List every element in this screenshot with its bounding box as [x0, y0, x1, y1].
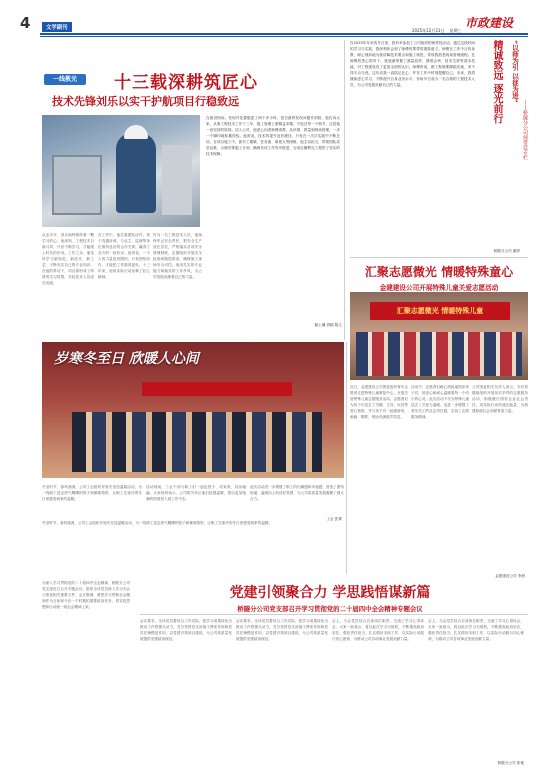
article4-banner-text: 岁寒冬至日 欣暖人心间: [54, 351, 199, 367]
article3-headline: 汇聚志愿微光 情暖特殊童心: [364, 265, 514, 279]
photo-red-banner: [142, 382, 292, 396]
article4-body-left: 冬至时节，寒风凛冽，公司工会组织开展冬至送温暖活动，为一线职工送去热气腾腾的饺子和御寒物资，让职工在寒冷的冬日里感受到家的温暖。: [42, 485, 142, 501]
article3-body-left: 近日，金建建设公司团委组织青年志愿者走进特殊儿童康复中心，开展关爱特殊儿童志愿服务活动。志愿者们为孩子们送去了书籍、文具、玩具等爱心物资，并与孩子们一起做游戏、画画、唱歌，现场充满欢声笑语。: [350, 385, 408, 419]
article1-body-right: 在建设现场，发现并处置隐患了两个多小时，是否最终发现问题并消除，他告诉大家，从事工程技术工作十三年，施工管理上要精益求精，不放过每一个细节，这是他一直坚持的原则。初入公司，他虚心向老师傅请教，从识图、算量到现场管理，一步一个脚印地积累经验。他常说，技术的提升没有捷径，只有在一次次实践中不断总结。在项目施工中，面对工期紧、任务重、难度大等困难，他主动担当，带领团队攻坚克难，合理安排施工计划，确保各项工作有序推进，为项目顺利完工提供了坚实的技术保障。: [206, 116, 340, 156]
article5-body-mid: 会议要求，全体党员要结合工作实际，把学习成果转化为推动工作的强大动力，充分发挥党支部战斗堡垒作用和党员先锋模范作用，以党建引领项目建设，为公司高质量发展提供坚强政治保证。: [140, 619, 232, 641]
article3-subhead: 金建建设公司开展特殊儿童关爱志愿活动: [379, 284, 499, 292]
photo-equipment: [52, 155, 102, 215]
article3-photo: [350, 292, 528, 380]
article1-headline: 十三载深耕筑匠心: [114, 73, 258, 93]
article3-body-right: 公司团委相关负责人表示，今后将继续组织开展形式多样的志愿服务活动，积极履行国有企业社会责任，用实际行动传递正能量，为构建和谐社会贡献青春力量。: [472, 385, 528, 413]
issue-weekday: 星期三: [449, 28, 462, 33]
article5-body-mid2: [236, 618, 328, 768]
article4-byline: 工会 张菁: [326, 517, 342, 521]
issue-date-text: 2025年12月31日: [412, 28, 445, 33]
article1-body-bottom-mid: 在工作中，他注重团队协作，善于沟通协调，与业主、监理等单位保持良好的合作关系，赢得了各方的一致好评。他常说，一个人的力量是有限的，只有团结协作，才能把工作做得更好。十三年来，他用实际行动诠释了匠心精神。: [98, 233, 150, 279]
header-rule: [40, 33, 528, 35]
volunteer-banner: 汇聚志愿微光 情暖特殊儿童: [370, 302, 510, 320]
header-rule-thin: [40, 36, 528, 37]
article4-extra-text: 冬至时节，寒风凛冽，公司工会组织开展冬至送温暖活动，为一线职工送去热气腾腾的饺子和御寒物资，让职工在寒冷的冬日里感受到家的温暖。: [42, 521, 272, 525]
article2-headline-main: 精诚致远 逐光前行: [491, 40, 502, 124]
photo-group-row: [356, 332, 522, 376]
article5-body-right2: [428, 618, 524, 758]
article1-byline: 蔺士谦 供稿 陈立: [314, 323, 342, 327]
photo-hardhat: [124, 125, 148, 139]
masthead-logo: 市政建设: [465, 16, 514, 30]
article5-body-right: 会上，与会党员结合自身岗位职责，交流了学习心得体会，大家一致表示，将以此次学习为契机，不断提高政治站位，强化责任担当，扎实做好本职工作，以实际行动践行初心使命，为推动公司各项事业发展贡献力量。: [332, 619, 424, 641]
article5-body-mid2-text: 会议要求，全体党员要结合工作实际，把学习成果转化为推动工作的强大动力，充分发挥党支部战斗堡垒作用和党员先锋模范作用，以党建引领项目建设，为公司高质量发展提供坚强政治保证。: [236, 619, 328, 641]
article5-byline: 桥隧分公司 张艳: [497, 761, 524, 765]
column-divider-2: [346, 342, 347, 574]
article5-headline: 党建引领聚合力 学思践悟谋新篇: [229, 585, 431, 601]
article1-body-bottom-right: 作为一名工程技术人员，他始终牢记安全责任，把安全生产放在首位，严格落实各项安全管理制度，定期组织开展安全检查和隐患排查，确保施工现场安全可控。他用扎实的专业能力和踏实的工作作风，为公司发展贡献着自己的力量。: [153, 233, 202, 279]
photo-worker-figure: [116, 133, 156, 213]
article2-headline: [480, 40, 502, 123]
page-number: 4: [20, 14, 31, 32]
kicker-badge: 一线教光: [44, 74, 86, 85]
article1-subheadline: 技术先锋刘乐以实干护航项目行稳致远: [52, 95, 239, 108]
article1-body-bottom-left: 从业多年，刘乐始终保持着一颗学习的心。他深知，工程技术日新月异，只有不断学习，才能跟上时代的步伐。工作之余，他坚持学习新规范、新技术、新工艺，不断充实自己的专业知识。在他的带动下，项目部形成了浓厚的学习氛围，年轻技术人员成长迅速。: [42, 233, 94, 285]
column-divider: [344, 40, 345, 340]
article4-body-extra: [42, 520, 344, 574]
article2-body: 在2025年年末的冬日里，我有幸参加了公司组织的师带徒活动。通过这段时间的学习与实践，我深刻体会到了师傅传帮带的重要意义。师傅在工作中言传身教，耐心细致地为我讲解技术要点和施工规范，带领我熟悉现场管理流程。在师傅的悉心指导下，我逐渐掌握了测量放样、图纸会审、技术交底等基本技能，对工程建设有了更加全面的认识。师傅常说，做工程就要脚踏实地，来不得半点马虎。这句话我一直铭记在心，并在工作中时刻提醒自己。未来，我将继续虚心学习，不断提升自身业务水平，争取早日成为一名合格的工程技术人员，为公司发展贡献自己的力量。: [350, 41, 475, 87]
article5-body-left: 为深入学习贯彻党的二十届四中全会精神，桥隧分公司党支部近日召开专题会议，组织全体党员深入学习全会公报及相关重要文件。会议强调，要把学习贯彻全会精神作为当前和今后一个时期的重要政治任务，切实把思想和行动统一到全会精神上来。: [42, 581, 130, 609]
article4-body-right: 此次活动进一步增强了职工的归属感和幸福感，营造了团结和谐、温暖向上的良好氛围，为公司高质量发展凝聚了强大合力。: [250, 485, 344, 501]
article2-byline: 桥隧分公司 谢婷: [493, 249, 520, 253]
article5-subhead: 桥隧分公司党支部召开学习贯彻党的二十届四中全会精神专题会议: [237, 605, 423, 613]
photo-panel: [162, 145, 192, 215]
article4-banner-photo: [42, 342, 344, 478]
article3-body-mid: 活动中，志愿者们耐心细致地陪伴孩子们，用爱心和耐心温暖着每一个幼小的心灵。此次活动不仅为特殊儿童送去了关爱与温暖，也进一步增强了青年员工的社会责任感，弘扬了志愿服务精神。: [411, 385, 469, 419]
article4-body-mid: 活动现场，工会干部与职工们一起包饺子、话家常，其乐融融。大家纷纷表示，公司的关怀让他们倍感温暖，将以更加饱满的热情投入到工作中去。: [146, 485, 246, 501]
article3-byline: 金建建设公司 李晨: [495, 574, 525, 578]
article1-photo: [42, 115, 200, 227]
section-divider: [350, 257, 528, 258]
article2-side-subhead: ——桥隧分公司师带徒专栏: [522, 100, 528, 160]
article5-rule: [140, 614, 528, 615]
photo-people: [72, 412, 322, 472]
article2-side-headline: “以师为引 以徒为进”: [511, 40, 519, 103]
section-tag: 文学副刊: [42, 22, 72, 32]
article5-body-right2-text: 会上，与会党员结合自身岗位职责，交流了学习心得体会，大家一致表示，将以此次学习为契机，不断提高政治站位，强化责任担当，扎实做好本职工作，以实际行动践行初心使命，为推动公司各项事业发展贡献力量。: [428, 619, 524, 641]
